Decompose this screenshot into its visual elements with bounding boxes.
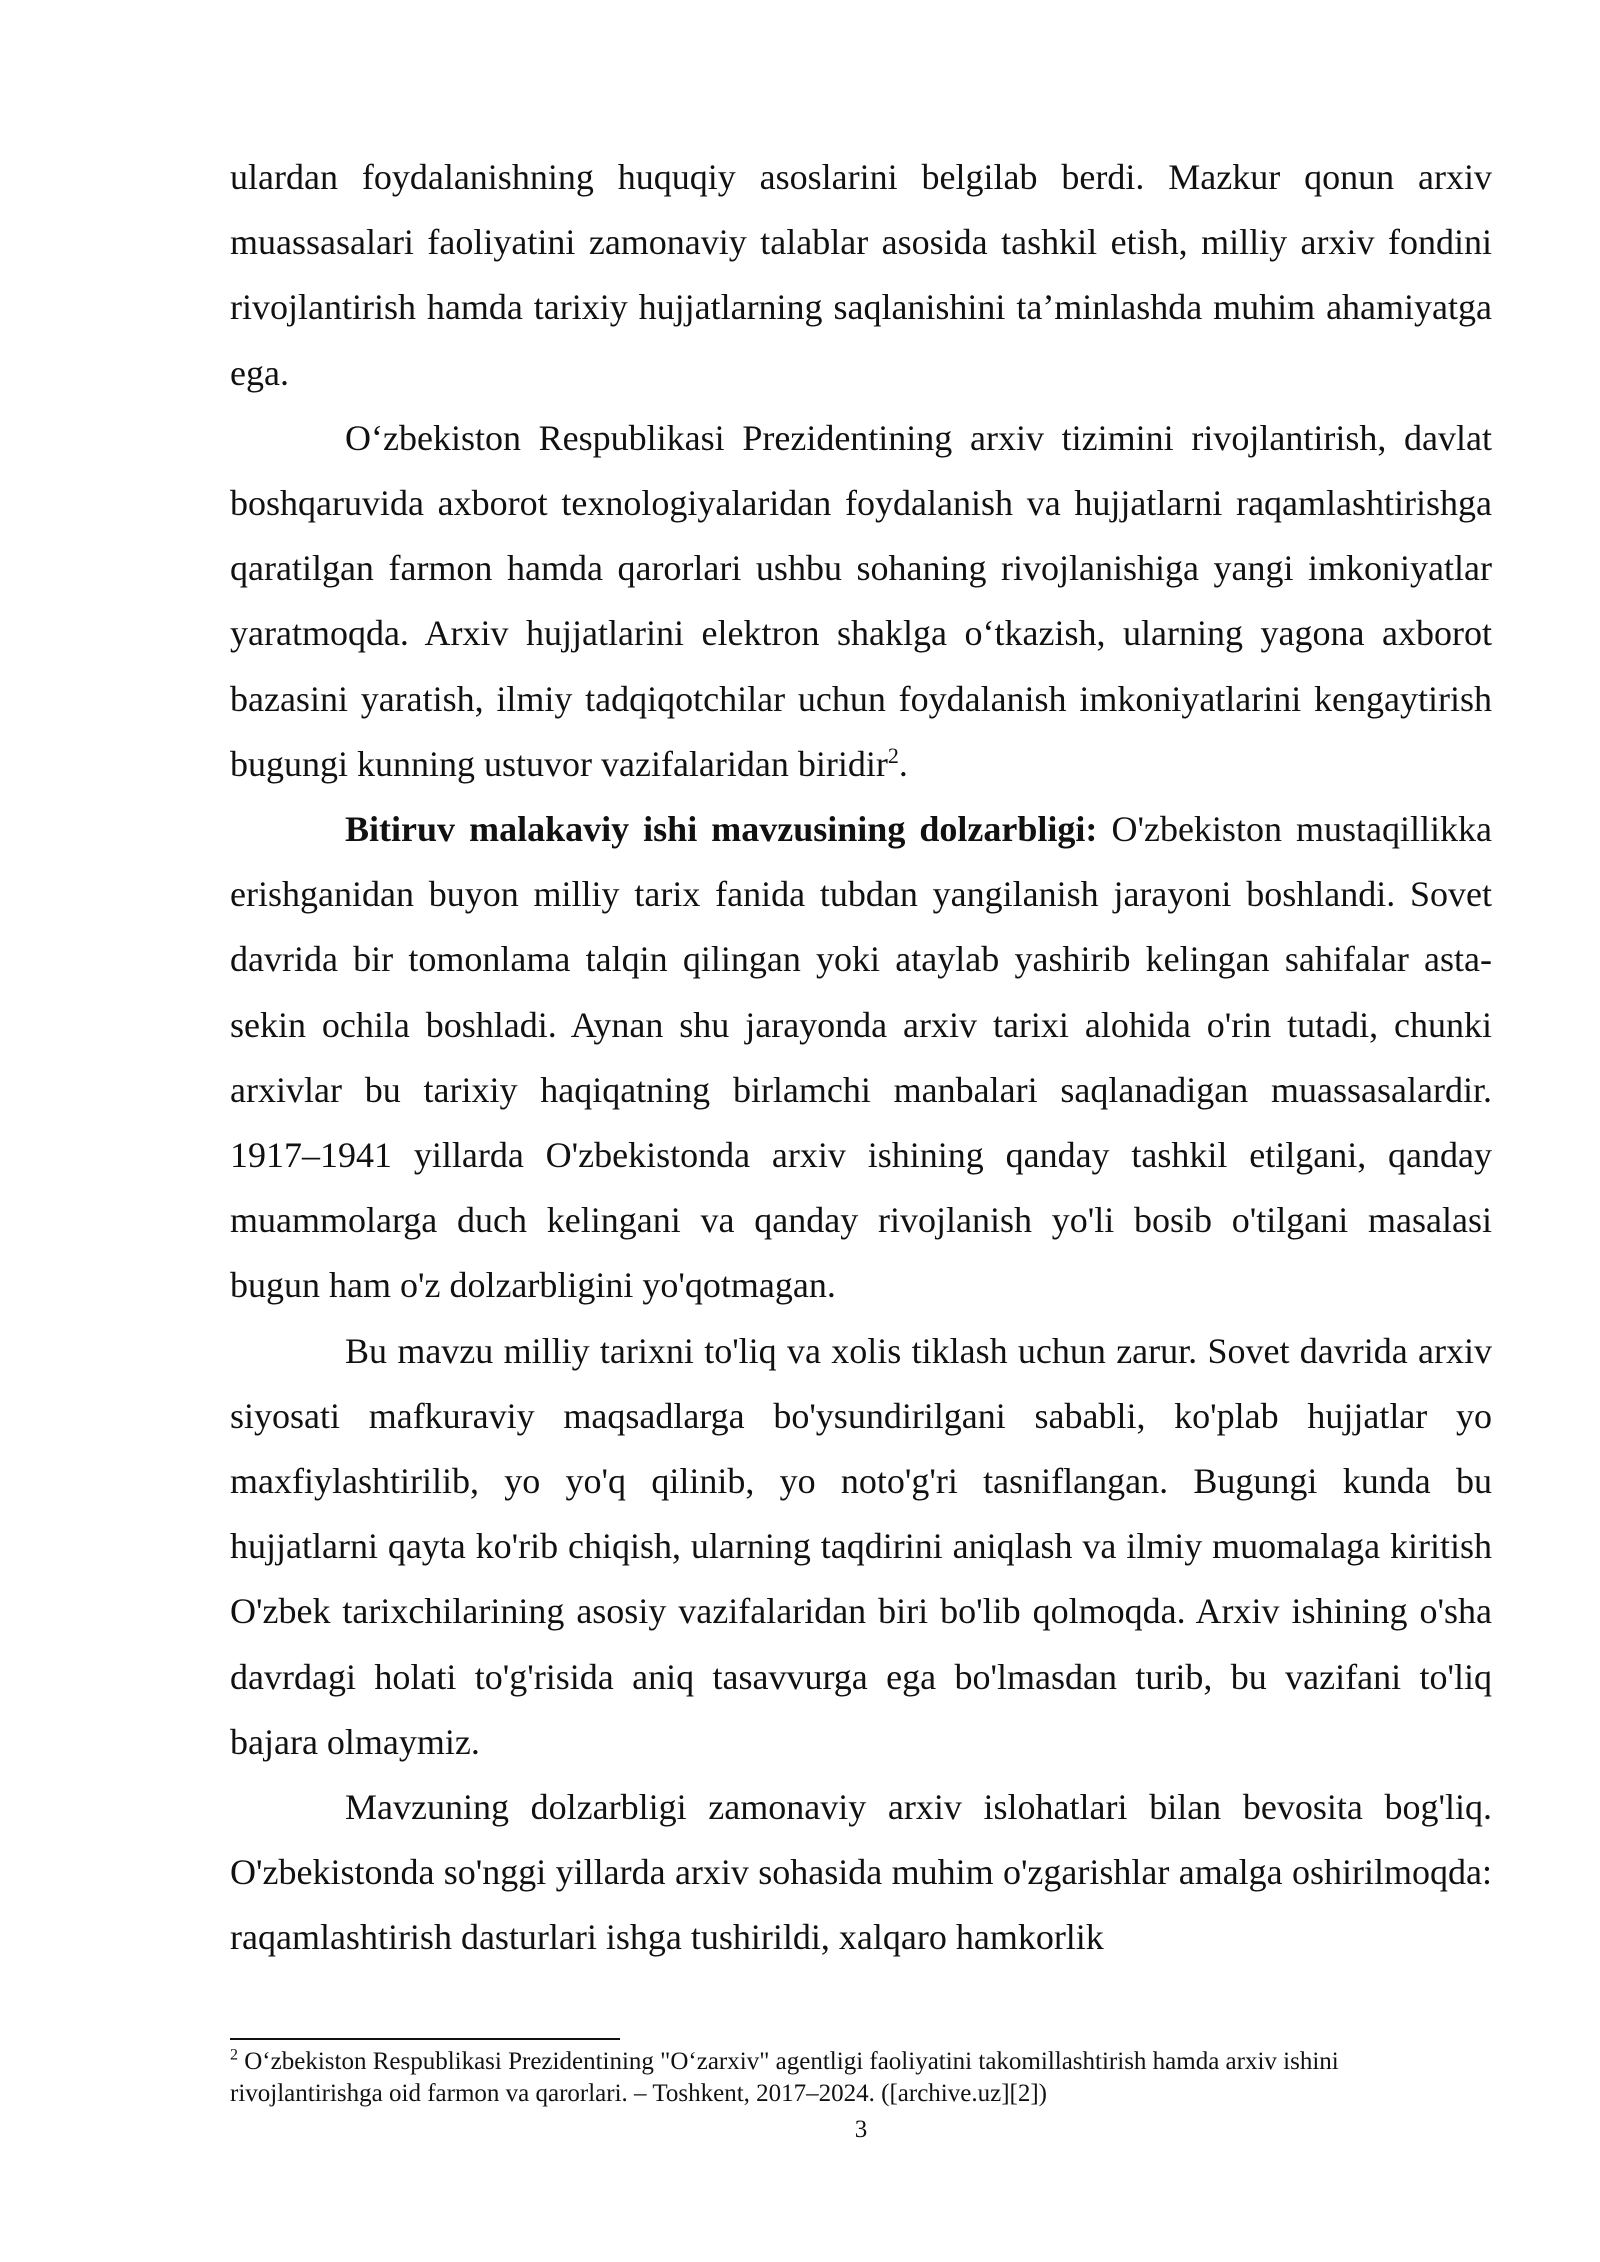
paragraph-5-text: Mavzuning dolzarbligi zamonaviy arxiv islohatlari bilan bevosita bog'liq. O'zbekistonda so'nggi yillarda arxiv sohasida muhim o'zgarishlar amalga oshirilmoqda: raqamlashtirish dasturlari ishga tushirildi, xalqaro hamkorlik bbox=[230, 1787, 1492, 1958]
paragraph-4 bbox=[230, 1319, 1492, 1775]
paragraph-3 bbox=[230, 797, 1492, 1319]
relevance-heading: Bitiruv malakaviy ishi mavzusining dolzarbligi: bbox=[345, 809, 1098, 850]
paragraph-1-text: ulardan foydalanishning huquqiy asoslarini belgilab berdi. Mazkur qonun arxiv muassasalari faoliyatini zamonaviy talablar asosida tashkil etish, milliy arxiv fondini rivojlantirish hamda tarixiy hujjatlarning saqlanishini ta’minlashda muhim ahamiyatga ega. bbox=[230, 157, 1492, 393]
footnote-text: O‘zbekiston Respublikasi Prezidentining "O‘zarxiv" agentligi faoliyatini takomillashtirish hamda arxiv ishini rivojlantirishga oid farmon va qarorlari. – Toshkent, 2017–2024. ([archive.uz][2]) bbox=[230, 2048, 1339, 2107]
main-text bbox=[230, 145, 1492, 1971]
footnote bbox=[230, 2046, 1492, 2110]
page-number: 3 bbox=[854, 2116, 868, 2143]
paragraph-5 bbox=[230, 1775, 1492, 1971]
paragraph-2 bbox=[230, 406, 1492, 797]
footnote-number: 2 bbox=[230, 2046, 238, 2064]
paragraph-2-end: . bbox=[898, 743, 908, 784]
paragraph-3-text: O'zbekiston mustaqillikka erishganidan buyon milliy tarix fanida tubdan yangilanish jarayoni boshlandi. Sovet davrida bir tomonlama talqin qilingan yoki ataylab yashirib kelingan sahifalar asta-sekin ochila boshladi. Aynan shu jarayonda arxiv tarixi alohida o'rin tutadi, chunki arxivlar bu tarixiy haqiqatning birlamchi manbalari saqlanadigan muassasalardir. 1917–1941 yillarda O'zbekistonda arxiv ishining qanday tashkil etilgani, qanday muammolarga duch kelingani va qanday rivojlanish yo'li bosib o'tilgani masalasi bugun ham o'z dolzarbligini yo'qotmagan. bbox=[230, 809, 1492, 1306]
paragraph-1 bbox=[230, 145, 1492, 406]
paragraph-4-text: Bu mavzu milliy tarixni to'liq va xolis tiklash uchun zarur. Sovet davrida arxiv siyosati mafkuraviy maqsadlarga bo'ysundirilgani sababli, ko'plab hujjatlar yo maxfiylashtirilib, yo yo'q qilinib, yo noto'g'ri tasniflangan. Bugungi kunda bu hujjatlarni qayta ko'rib chiqish, ularning taqdirini aniqlash va ilmiy muomalaga kiritish O'zbek tarixchilarining asosiy vazifalaridan biri bo'lib qolmoqda. Arxiv ishining o'sha davrdagi holati to'g'risida aniq tasavvurga ega bo'lmasdan turib, bu vazifani to'liq bajara olmaymiz. bbox=[230, 1330, 1492, 1762]
footnote-reference[interactable]: 2 bbox=[887, 742, 899, 768]
paragraph-2-text: O‘zbekiston Respublikasi Prezidentining arxiv tizimini rivojlantirish, davlat boshqaruvida axborot texnologiyalaridan foydalanish va hujjatlarni raqamlashtirishga qaratilgan farmon hamda qarorlari ushbu sohaning rivojlanishiga yangi imkoniyatlar yaratmoqda. Arxiv hujjatlarini elektron shaklga o‘tkazish, ularning yagona axborot bazasini yaratish, ilmiy tadqiqotchilar uchun foydalanish imkoniyatlarini kengaytirish bugungi kunning ustuvor vazifalaridan biridir bbox=[230, 417, 1492, 784]
footnote-separator bbox=[230, 2038, 620, 2040]
